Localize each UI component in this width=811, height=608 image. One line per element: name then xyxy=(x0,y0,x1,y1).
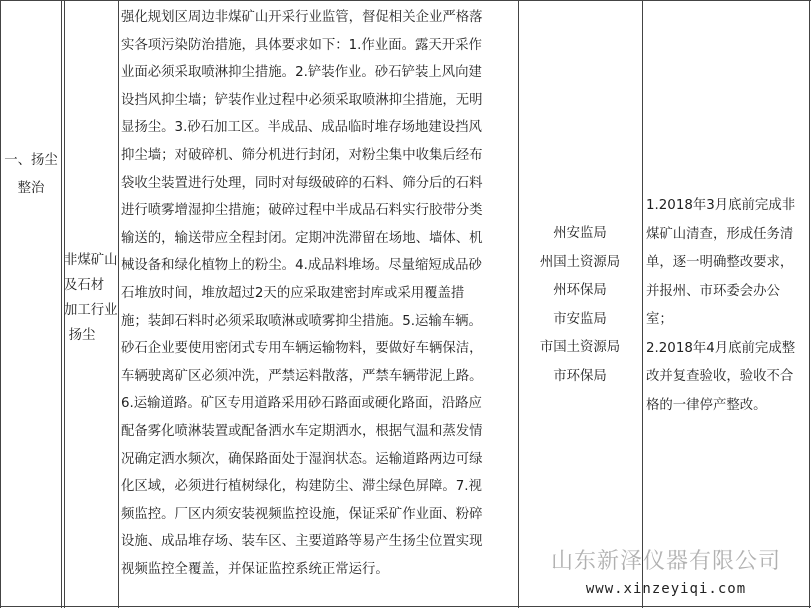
requirement-line: 格的一律停产整改。 xyxy=(646,397,767,413)
column-divider xyxy=(118,0,119,608)
content-line: 输送的，输送带应全程封闭。定期冲洗滞留在场地、墙体、机 xyxy=(121,230,483,246)
subcategory-line: 扬尘 xyxy=(68,328,96,343)
content-line: 袋收尘装置进行处理，同时对每级破碎的石料、筛分后的石料 xyxy=(121,175,483,191)
subcategory-cell xyxy=(64,248,118,348)
content-line: 施；装卸石料时必须采取喷淋或喷雾抑尘措施。5.运输车辆。 xyxy=(121,313,482,329)
departments-cell xyxy=(520,220,640,391)
table-border-right xyxy=(809,0,810,608)
category-line: 一、扬尘 xyxy=(4,153,58,168)
content-line: 视频监控全覆盖，并保证监控系统正常运行。 xyxy=(121,561,389,577)
watermark-company: 山东新泽仪器有限公司 xyxy=(550,549,781,574)
department-name: 州环保局 xyxy=(553,283,607,298)
requirement-line: 单，逐一明确整改要求， xyxy=(646,255,794,270)
department-name: 市环保局 xyxy=(553,368,607,384)
content-line: 械设备和绿化植物上的粉尘。4.成品料堆场。尽量缩短成品砂 xyxy=(121,258,482,274)
column-divider xyxy=(642,0,643,608)
content-line: 进行喷雾增湿抑尘措施；破碎过程中半成品石料实行胶带分类 xyxy=(121,203,483,219)
table-border-left xyxy=(0,0,1,608)
content-line: 况确定洒水频次，确保路面处于湿润状态。运输道路两边可绿 xyxy=(121,451,483,467)
content-line: 设挡风抑尘墙；铲装作业过程中必须采取喷淋抑尘措施，无明 xyxy=(121,92,483,108)
content-line: 设施、成品堆存场、装车区、主要道路等易产生扬尘位置实现 xyxy=(121,534,483,550)
content-line: 石堆放时间，堆放超过2天的应采取建密封库或采用覆盖措 xyxy=(121,285,465,301)
column-divider xyxy=(61,0,62,608)
content-line: 6.运输道路。矿区专用道路采用砂石路面或硬化路面，沿路应 xyxy=(121,396,482,412)
department-name: 州国土资源局 xyxy=(539,254,621,270)
content-line: 频监控。厂区内须安装视频监控设施，保证采矿作业面、粉碎 xyxy=(121,506,483,522)
content-line: 化区域，必须进行植树绿化，构建防尘、滞尘绿色屏障。7.视 xyxy=(121,479,482,495)
requirement-line: 1.2018年3月底前完成非 xyxy=(646,198,796,213)
subcategory-line: 加工行业 xyxy=(64,303,118,318)
content-line: 显扬尘。3.砂石加工区。半成品、成品临时堆存场地建设挡风 xyxy=(121,120,482,136)
content-line: 抑尘墙；对破碎机、筛分机进行封闭，对粉尘集中收集后经布 xyxy=(121,147,483,163)
content-line: 配备雾化喷淋装置或配备洒水车定期洒水，根据气温和蒸发情 xyxy=(121,423,483,439)
table-border-bottom xyxy=(0,606,811,607)
table-border-top xyxy=(0,0,811,1)
requirement-line: 煤矿山清查，形成任务清 xyxy=(646,226,794,242)
content-line: 强化规划区周边非煤矿山开采行业监管，督促相关企业严格落 xyxy=(121,10,483,25)
content-line: 实各项污染防治措施，具体要求如下：1.作业面。露天开采作 xyxy=(121,37,482,53)
content-line: 业面必须采取喷淋抑尘措施。2.铲装作业。砂石铲装上风向建 xyxy=(121,65,482,81)
watermark-url: www.xinzeyiqi.com xyxy=(585,581,747,597)
category-cell xyxy=(2,147,60,203)
requirement-line: 并报州、市环委会办公 xyxy=(646,283,780,299)
department-name: 市安监局 xyxy=(553,311,607,327)
department-name: 市国土资源局 xyxy=(539,340,621,355)
content-line: 砂石企业要使用密闭式专用车辆运输物料，要做好车辆保洁， xyxy=(121,341,483,357)
content-line: 车辆驶离矿区必须冲洗，严禁运料散落，严禁车辆带泥上路。 xyxy=(121,368,483,384)
category-line: 整治 xyxy=(17,181,45,196)
requirements-cell xyxy=(646,192,806,420)
watermark xyxy=(551,544,781,597)
requirement-line: 2.2018年4月底前完成整 xyxy=(646,340,796,356)
column-divider xyxy=(518,0,519,608)
requirement-line: 改并复查验收，验收不合 xyxy=(646,369,794,384)
requirement-line: 室； xyxy=(646,312,673,327)
department-name: 州安监局 xyxy=(553,226,607,241)
subcategory-line: 非煤矿山 xyxy=(64,253,118,268)
subcategory-line: 及石材 xyxy=(64,278,105,293)
content-cell xyxy=(121,4,517,583)
